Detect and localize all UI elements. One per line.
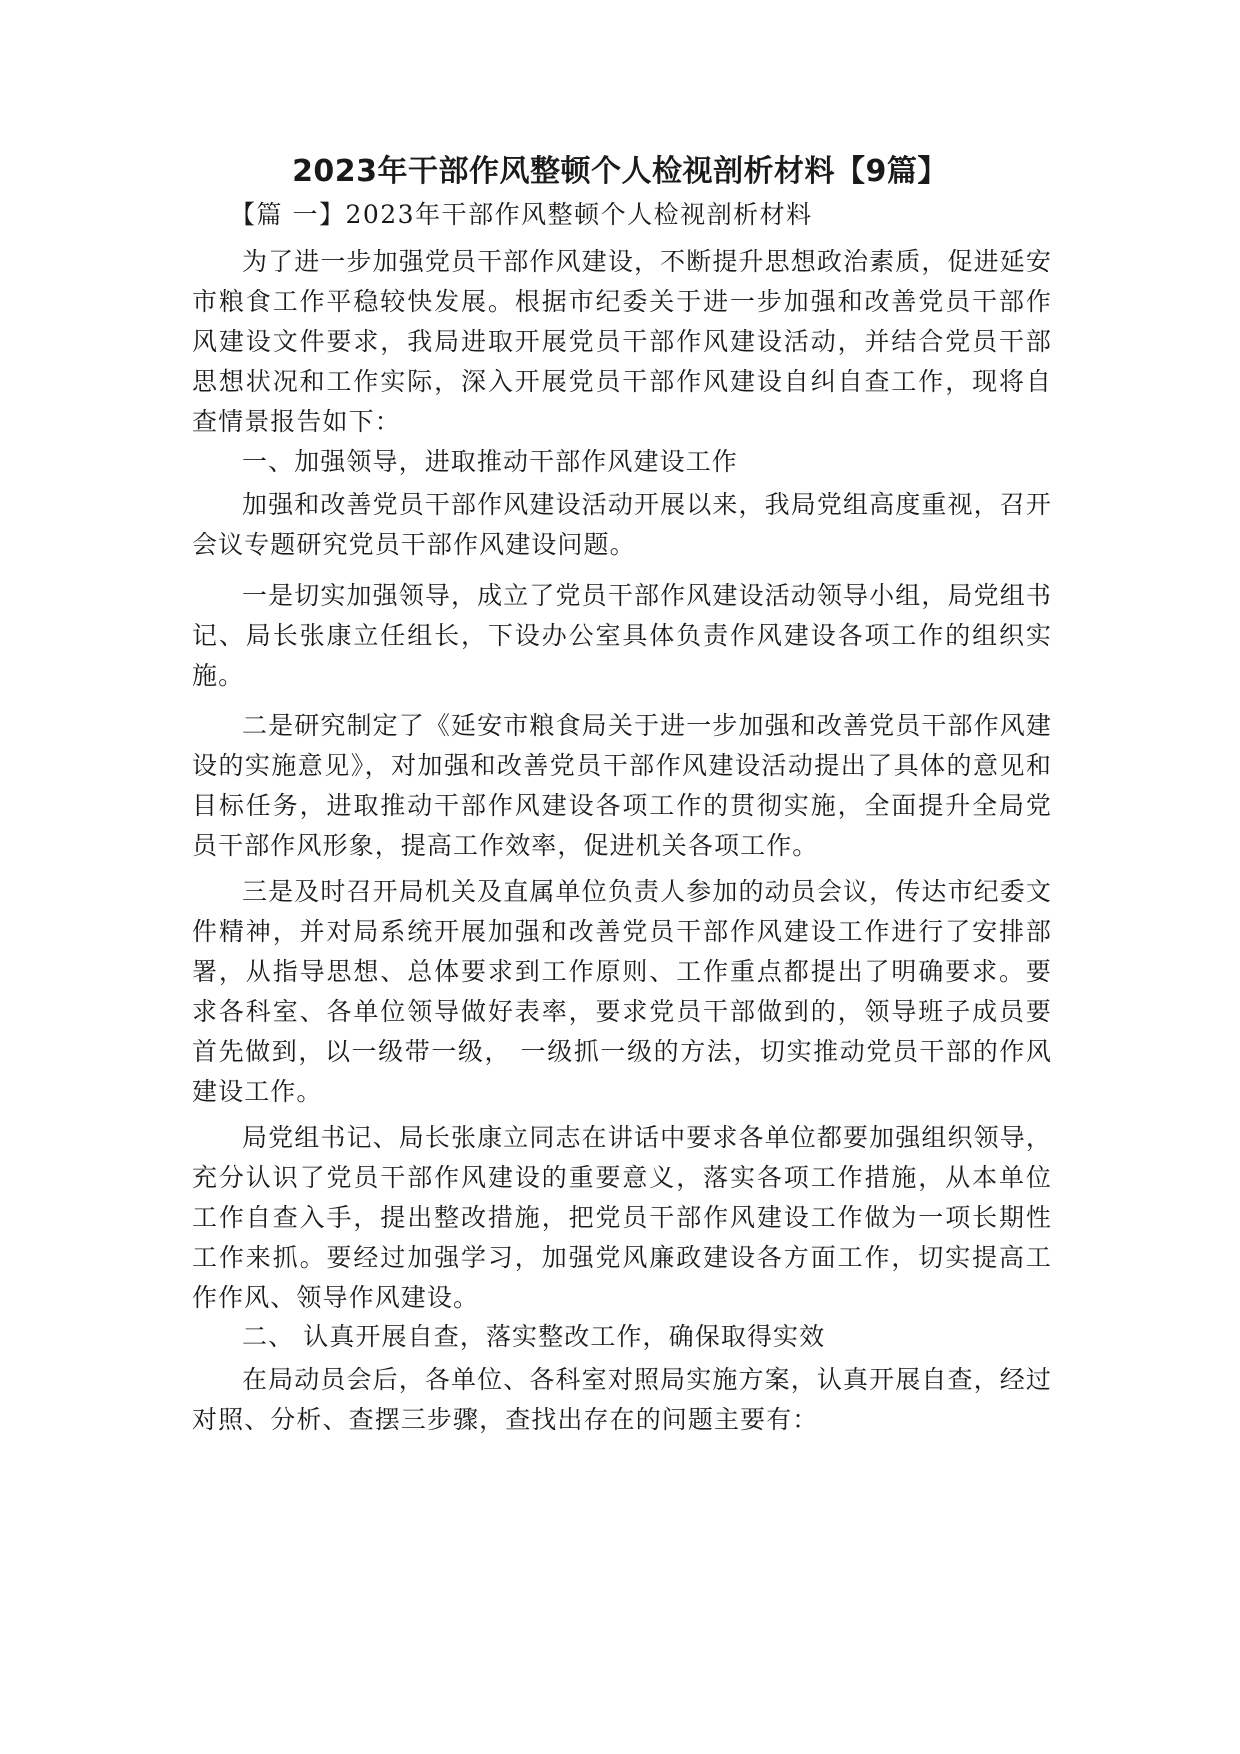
paragraph-speech: 局党组书记、局长张康立同志在讲话中要求各单位都要加强组织领导，充分认识了党员干部作风建设的重要意义，落实各项工作措施，从本单位工作自查入手，提出整改措施，把党员干部作风建设工作做为一项长期性工作来抓。要经过加强学习，加强党风廉政建设各方面工作，切实提高工作作风、领导作风建设。: [192, 1123, 1052, 1312]
paragraph-point-2: 二是研究制定了《延安市粮食局关于进一步加强和改善党员干部作风建设的实施意见》，对加强和改善党员干部作风建设活动提出了具体的意见和目标任务，进取推动干部作风建设各项工作的贯彻实施，全面提升全局党员干部作风形象，提高工作效率，促进机关各项工作。: [192, 711, 1052, 860]
section-heading-2: 二、 认真开展自查，落实整改工作，确保取得实效: [242, 1322, 826, 1351]
paragraph-point-1: 一是切实加强领导，成立了党员干部作风建设活动领导小组，局党组书记、局长张康立任组长，下设办公室具体负责作风建设各项工作的组织实施。: [192, 581, 1052, 690]
section-subtitle: 【篇 一】2023年干部作风整顿个人检视剖析材料: [230, 200, 813, 229]
paragraph-point-3: 三是及时召开局机关及直属单位负责人参加的动员会议，传达市纪委文件精神，并对局系统开展加强和改善党员干部作风建设工作进行了安排部署，从指导思想、总体要求到工作原则、工作重点都提出了明确要求。要求各科室、各单位领导做好表率，要求党员干部做到的，领导班子成员要首先做到，以一级带一级， 一级抓一级的方法，切实推动党员干部的作风建设工作。: [192, 877, 1052, 1106]
paragraph-leadership: 加强和改善党员干部作风建设活动开展以来，我局党组高度重视，召开会议专题研究党员干部作风建设问题。: [192, 490, 1052, 559]
document-title: 2023年干部作风整顿个人检视剖析材料【9篇】: [292, 154, 948, 189]
paragraph-selfcheck: 在局动员会后，各单位、各科室对照局实施方案，认真开展自查，经过对照、分析、查摆三步骤，查找出存在的问题主要有：: [192, 1365, 1052, 1434]
section-heading-1: 一、加强领导，进取推动干部作风建设工作: [242, 447, 738, 476]
paragraph-intro: 为了进一步加强党员干部作风建设，不断提升思想政治素质，促进延安市粮食工作平稳较快发展。根据市纪委关于进一步加强和改善党员干部作风建设文件要求，我局进取开展党员干部作风建设活动，并结合党员干部思想状况和工作实际，深入开展党员干部作风建设自纠自查工作，现将自查情景报告如下：: [192, 247, 1052, 436]
